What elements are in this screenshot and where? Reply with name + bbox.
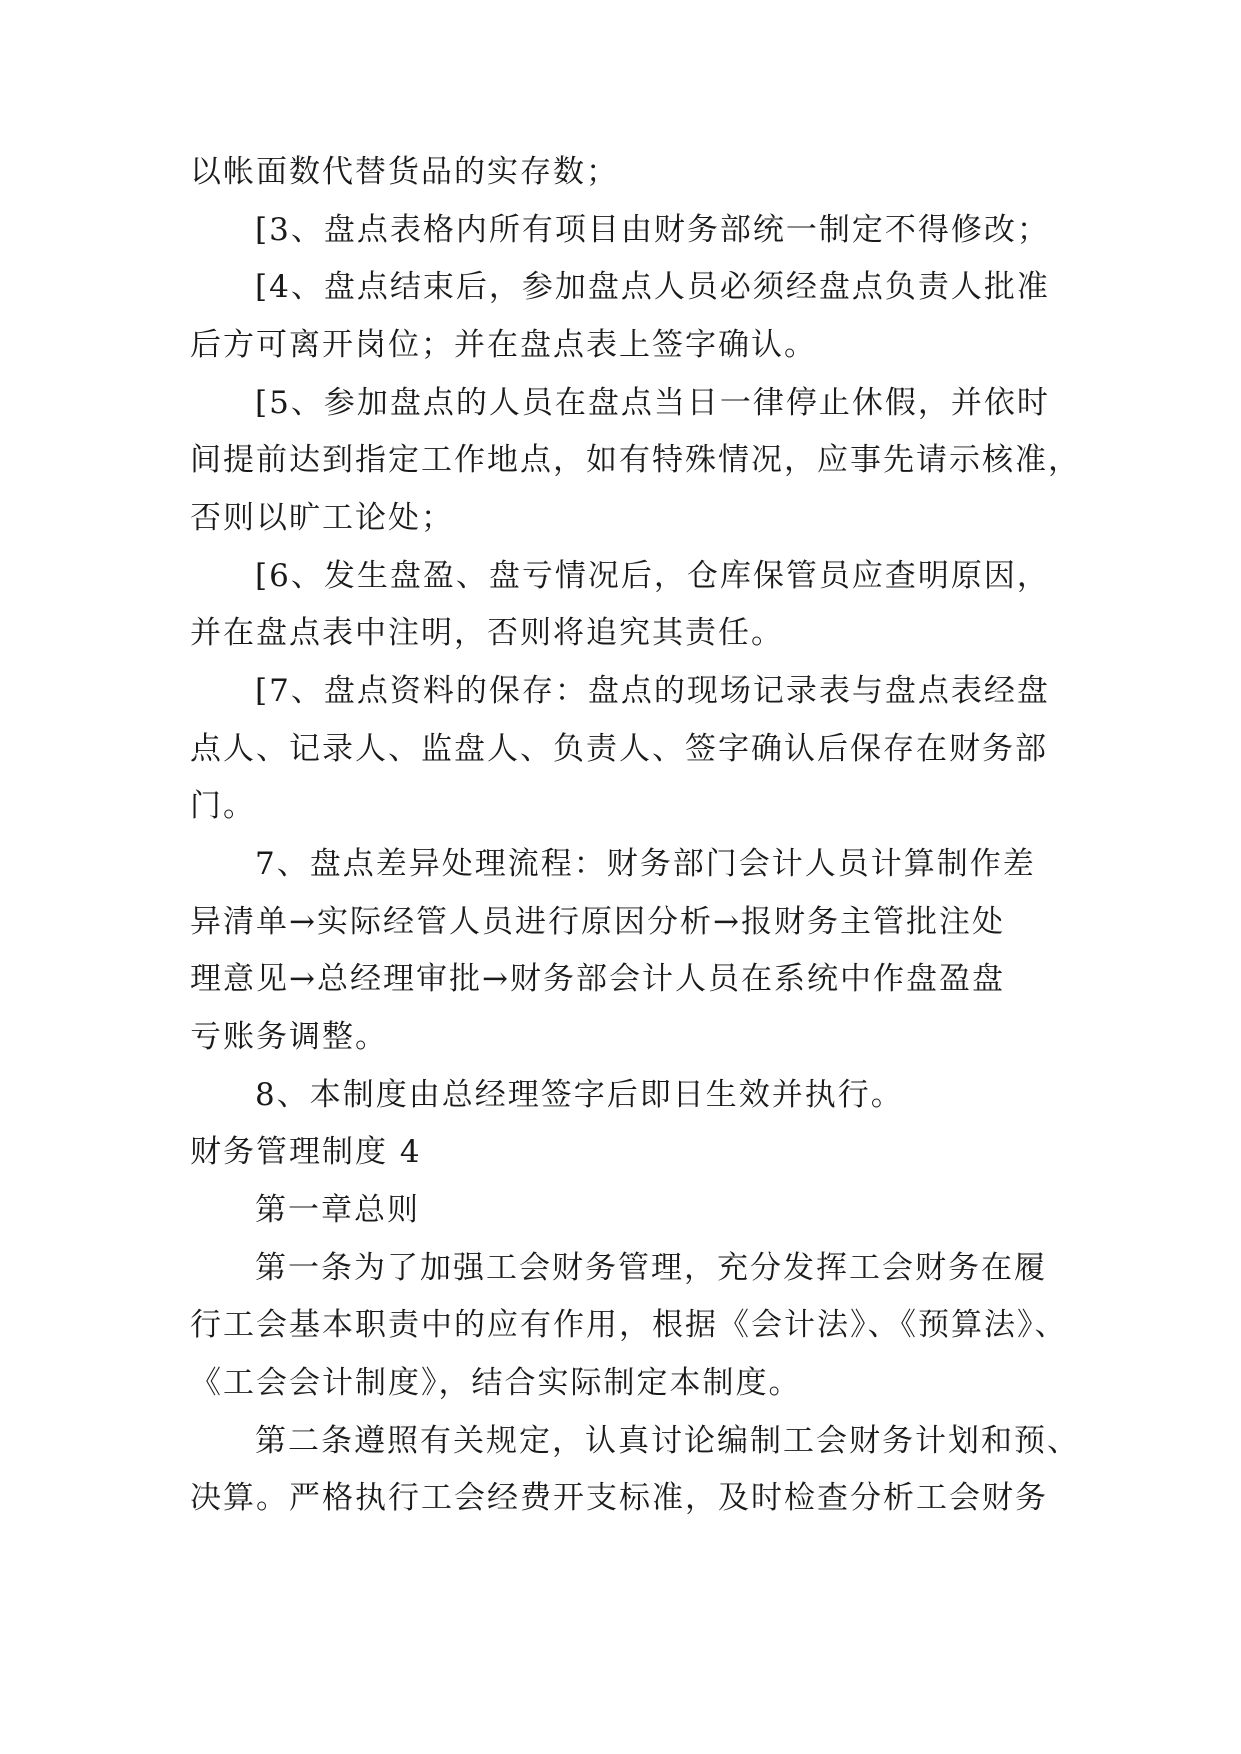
text-line: 门。 (190, 788, 256, 824)
text-line: [6、发生盘盈、盘亏情况后，仓库保管员应查明原因， (255, 558, 1050, 594)
text-line: 决算。严格执行工会经费开支标准，及时检查分析工会财务 (190, 1480, 1048, 1516)
text-line: 后方可离开岗位；并在盘点表上签字确认。 (190, 327, 817, 363)
text-line: 理意见→总经理审批→财务部会计人员在系统中作盘盈盘 (190, 961, 1005, 997)
text-line: 点人、记录人、监盘人、负责人、签字确认后保存在财务部 (190, 731, 1048, 767)
text-line: 行工会基本职责中的应有作用，根据《会计法》、《预算法》、 (190, 1307, 1068, 1343)
section-heading: 财务管理制度 4 (190, 1134, 422, 1170)
text-line: 否则以旷工论处； (190, 500, 454, 536)
text-line: 并在盘点表中注明，否则将追究其责任。 (190, 615, 784, 651)
text-line: 7、盘点差异处理流程：财务部门会计人员计算制作差 (255, 846, 1036, 882)
text-line: [4、盘点结束后，参加盘点人员必须经盘点负责人批准 (255, 269, 1050, 305)
text-line: 第二条遵照有关规定，认真讨论编制工会财务计划和预、 (255, 1423, 1080, 1459)
text-line: 间提前达到指定工作地点，如有特殊情况，应事先请示核准， (190, 442, 1081, 478)
text-line: [5、参加盘点的人员在盘点当日一律停止休假，并依时 (255, 385, 1050, 421)
text-line: [3、盘点表格内所有项目由财务部统一制定不得修改； (255, 212, 1050, 248)
text-line: 8、本制度由总经理签字后即日生效并执行。 (255, 1077, 904, 1113)
text-line: 以帐面数代替货品的实存数； (190, 154, 619, 190)
text-line: 第一条为了加强工会财务管理，充分发挥工会财务在履 (255, 1250, 1047, 1286)
text-line: 亏账务调整。 (190, 1019, 388, 1055)
chapter-heading: 第一章总则 (255, 1192, 420, 1228)
text-line: [7、盘点资料的保存：盘点的现场记录表与盘点表经盘 (255, 673, 1050, 709)
text-line: 异清单→实际经管人员进行原因分析→报财务主管批注处 (190, 904, 1005, 940)
text-line: 《工会会计制度》，结合实际制定本制度。 (190, 1365, 802, 1401)
